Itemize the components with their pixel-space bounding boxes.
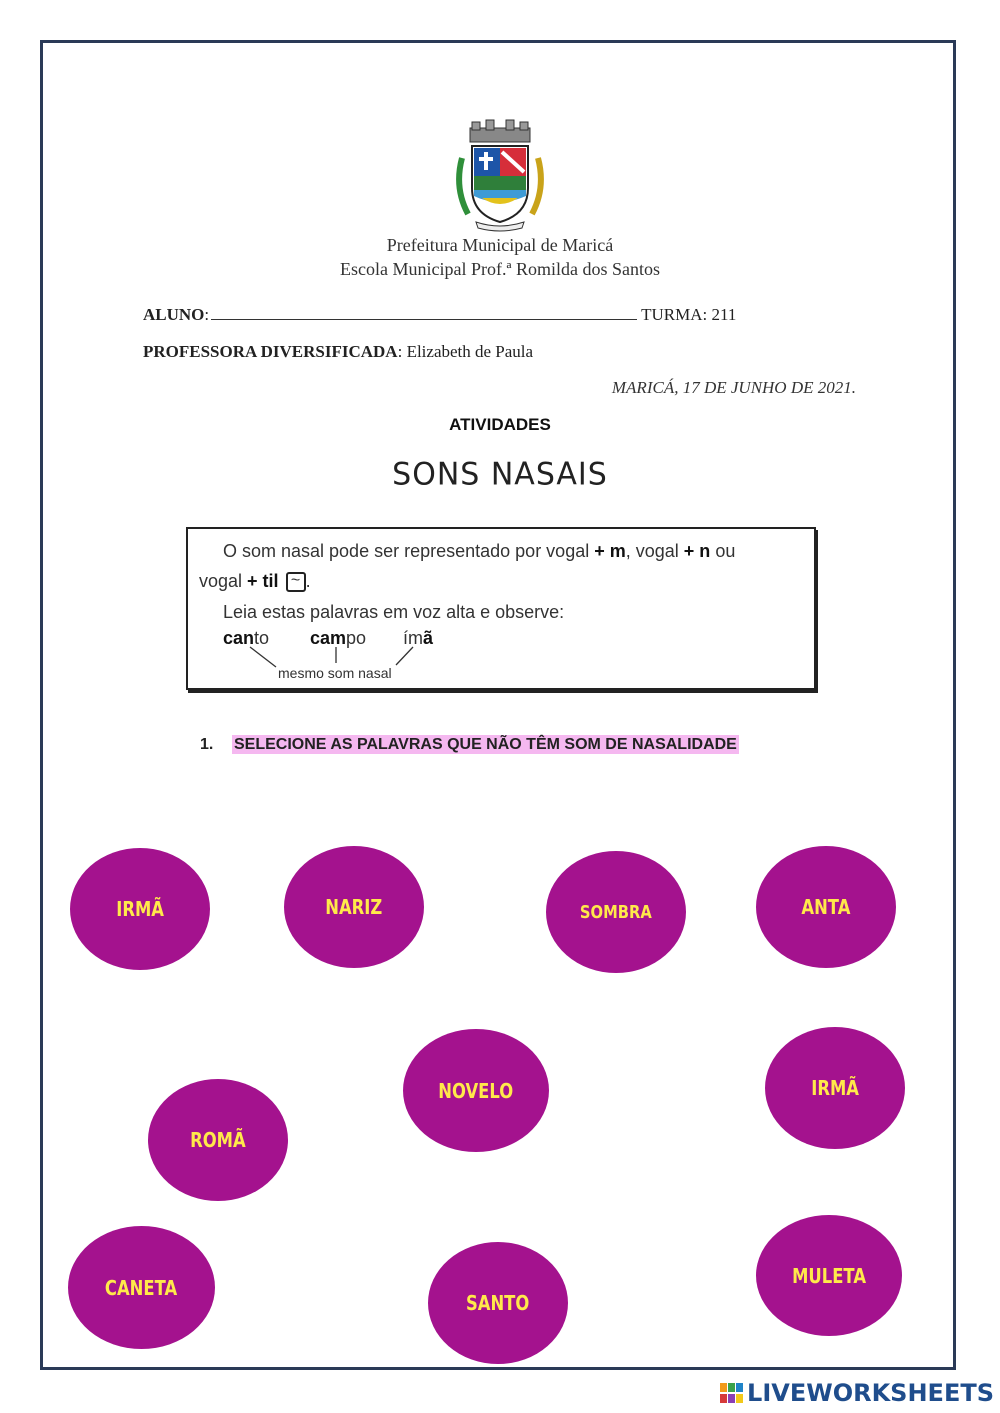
example-2-rest: po [346, 628, 367, 648]
municipal-coat-of-arms-icon [452, 118, 548, 234]
example-3-bold: ã [423, 628, 434, 648]
word-label: ROMÃ [190, 1128, 246, 1152]
rule-line-1-text: O som nasal pode ser representado por vogal [223, 541, 595, 561]
footer-brand: LIVEWORKSHEETS [747, 1379, 994, 1407]
topic-title: SONS NASAIS [392, 456, 608, 493]
rule-line-1 [223, 541, 735, 562]
student-name-blank[interactable] [211, 305, 637, 320]
question-number: 1. [200, 736, 214, 753]
example-2-bold: cam [310, 628, 347, 648]
word-bubble-santo[interactable] [428, 1242, 568, 1364]
teacher-label: PROFESSORA DIVERSIFICADA [143, 342, 398, 361]
word-bubble-caneta[interactable] [68, 1226, 215, 1349]
word-label: NOVELO [438, 1078, 514, 1103]
example-3-rest: ím [403, 628, 423, 648]
word-bubble-nariz[interactable] [284, 846, 424, 968]
word-bubble-anta[interactable] [756, 846, 896, 968]
liveworksheets-logo[interactable] [719, 1379, 994, 1407]
rule-plus-til: + til [247, 571, 279, 591]
rule-plus-n: + n [683, 541, 711, 561]
rule-line-1-end: ou [710, 541, 736, 561]
section-title: ATIVIDADES [449, 415, 551, 434]
date-line: MARICÁ, 17 DE JUNHO DE 2021. [611, 378, 856, 397]
word-bubble-roma[interactable] [148, 1079, 288, 1201]
example-1-bold: can [223, 628, 255, 648]
word-label: MULETA [792, 1263, 866, 1288]
turma-label: TURMA: [641, 305, 708, 324]
rule-line-2-text: vogal [199, 571, 248, 591]
word-bubble-novelo[interactable] [403, 1029, 549, 1152]
student-label: ALUNO [143, 305, 205, 324]
word-label: IRMÃ [116, 897, 164, 921]
word-label: SOMBRA [580, 901, 652, 923]
question-text: SELECIONE AS PALAVRAS QUE NÃO TÊM SOM DE NASALIDADE [234, 736, 737, 753]
word-label: CANETA [105, 1275, 178, 1300]
rule-line-2: vogal + til ~ . [199, 571, 311, 591]
rule-box [186, 527, 816, 690]
word-label: IRMÃ [811, 1076, 859, 1100]
example-1-rest: to [254, 628, 270, 648]
word-bubble-sombra[interactable] [546, 851, 686, 973]
rule-line-3: Leia estas palavras em voz alta e observe: [223, 602, 565, 622]
question-1 [200, 736, 739, 754]
teacher-name: Elizabeth de Paula [406, 342, 534, 361]
liveworksheets-logo-icon [719, 1382, 745, 1404]
school-name: Escola Municipal Prof.ª Romilda dos Santos [340, 259, 660, 279]
word-label: ANTA [801, 895, 851, 919]
rule-line-1-mid: , vogal [625, 541, 684, 561]
tilde-key-icon: ~ [286, 572, 306, 592]
word-bubble-irma-2[interactable] [765, 1027, 905, 1149]
word-bubble-irma-1[interactable] [70, 848, 210, 970]
student-line: ALUNO: TURMA: 211 [143, 305, 737, 324]
example-caption: mesmo som nasal [278, 665, 392, 681]
turma-value: 211 [711, 305, 737, 324]
word-label: NARIZ [325, 895, 383, 919]
prefeitura-name: Prefeitura Municipal de Maricá [386, 235, 614, 255]
word-label: SANTO [466, 1291, 530, 1315]
word-bubble-muleta[interactable] [756, 1215, 902, 1336]
teacher-line: PROFESSORA DIVERSIFICADA: Elizabeth de Paula [143, 342, 534, 361]
rule-plus-m: + m [594, 541, 626, 561]
